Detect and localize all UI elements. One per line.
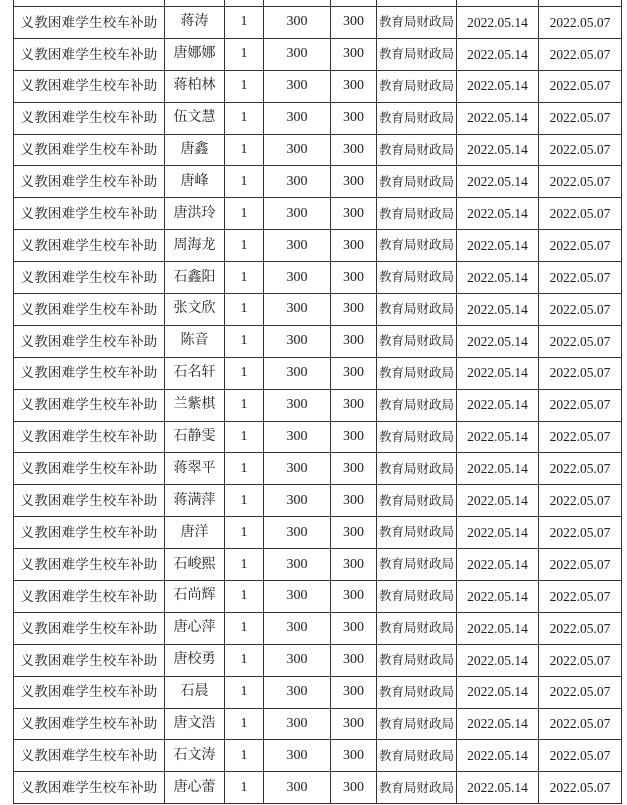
cell-project: 义教困难学生校车补助: [14, 453, 165, 485]
cell-agency: 教育局财政局: [377, 676, 457, 708]
cell-count: 1: [225, 612, 264, 644]
cell-date-b: 2022.05.07: [539, 612, 622, 644]
table-row: [14, 262, 622, 294]
cell-name: 唐洪玲: [165, 198, 225, 230]
cell-amount: 300: [331, 549, 377, 581]
cell-name: 石文涛: [165, 740, 225, 772]
cell-project: 义教困难学生校车补助: [14, 230, 165, 262]
cell-amount: 300: [331, 70, 377, 102]
cell-date-b: 2022.05.07: [539, 102, 622, 134]
cell-agency: 教育局财政局: [377, 740, 457, 772]
cell-agency: 教育局财政局: [377, 644, 457, 676]
table-row: [14, 549, 622, 581]
cell-amount: 300: [331, 357, 377, 389]
cell-standard: 300: [264, 325, 331, 357]
cell-standard: 300: [264, 517, 331, 549]
table-row: [14, 357, 622, 389]
cell-amount: 300: [331, 7, 377, 39]
table-row: [14, 134, 622, 166]
cell-agency: 教育局财政局: [377, 612, 457, 644]
cell-name: 陈音: [165, 325, 225, 357]
table-row: [14, 198, 622, 230]
cell-date-a: 2022.05.14: [457, 708, 539, 740]
cell-name: 唐洋: [165, 517, 225, 549]
cell-date-b: 2022.05.07: [539, 262, 622, 294]
cell-agency: 教育局财政局: [377, 262, 457, 294]
cell-date-b: 2022.05.07: [539, 134, 622, 166]
cell-date-b: 2022.05.07: [539, 325, 622, 357]
cell-count: 1: [225, 102, 264, 134]
cell-agency: 教育局财政局: [377, 7, 457, 39]
cell-date-b: 2022.05.07: [539, 389, 622, 421]
cell-standard: 300: [264, 612, 331, 644]
cell-count: 1: [225, 294, 264, 326]
table-row: [14, 421, 622, 453]
cell-count: 1: [225, 549, 264, 581]
cell-amount: 300: [331, 581, 377, 613]
table-row: [14, 389, 622, 421]
cell-count: 1: [225, 389, 264, 421]
table-row: [14, 230, 622, 262]
cell-date-a: 2022.05.14: [457, 166, 539, 198]
cell-count: 1: [225, 644, 264, 676]
cell-date-a: 2022.05.14: [457, 421, 539, 453]
cell-count: 1: [225, 453, 264, 485]
cell-amount: 300: [331, 38, 377, 70]
cell-standard: 300: [264, 70, 331, 102]
cell-amount: 300: [331, 166, 377, 198]
cell-project: 义教困难学生校车补助: [14, 166, 165, 198]
table-row: [14, 453, 622, 485]
cell-standard: 300: [264, 7, 331, 39]
cell-date-a: 2022.05.14: [457, 389, 539, 421]
cell-standard: 300: [264, 357, 331, 389]
cell-date-a: 2022.05.14: [457, 357, 539, 389]
cell-count: 1: [225, 70, 264, 102]
cell-amount: 300: [331, 421, 377, 453]
cell-agency: 教育局财政局: [377, 453, 457, 485]
cell-name: 石晨: [165, 676, 225, 708]
cell-amount: 300: [331, 325, 377, 357]
cell-standard: 300: [264, 421, 331, 453]
table-row: [14, 7, 622, 39]
cell-count: 1: [225, 772, 264, 804]
cell-standard: 300: [264, 740, 331, 772]
cell-date-a: 2022.05.14: [457, 517, 539, 549]
cell-date-b: 2022.05.07: [539, 772, 622, 804]
cell-agency: 教育局财政局: [377, 581, 457, 613]
cell-amount: 300: [331, 453, 377, 485]
cell-amount: 300: [331, 198, 377, 230]
cell-standard: 300: [264, 581, 331, 613]
cell-amount: 300: [331, 644, 377, 676]
table-row: [14, 740, 622, 772]
table-row: [14, 485, 622, 517]
cell-date-b: 2022.05.07: [539, 708, 622, 740]
cell-date-b: 2022.05.07: [539, 549, 622, 581]
cell-project: 义教困难学生校车补助: [14, 740, 165, 772]
cell-project: 义教困难学生校车补助: [14, 102, 165, 134]
cell-date-a: 2022.05.14: [457, 453, 539, 485]
cell-standard: 300: [264, 134, 331, 166]
cell-name: 伍文慧: [165, 102, 225, 134]
cell-project: 义教困难学生校车补助: [14, 294, 165, 326]
cell-project: 义教困难学生校车补助: [14, 676, 165, 708]
cell-standard: 300: [264, 198, 331, 230]
cell-standard: 300: [264, 389, 331, 421]
cell-amount: 300: [331, 230, 377, 262]
cell-name: 唐心萍: [165, 612, 225, 644]
cell-agency: 教育局财政局: [377, 772, 457, 804]
cell-count: 1: [225, 740, 264, 772]
cell-date-b: 2022.05.07: [539, 644, 622, 676]
cell-agency: 教育局财政局: [377, 38, 457, 70]
cell-date-a: 2022.05.14: [457, 262, 539, 294]
cell-project: 义教困难学生校车补助: [14, 549, 165, 581]
cell-agency: 教育局财政局: [377, 70, 457, 102]
cell-date-b: 2022.05.07: [539, 357, 622, 389]
cell-agency: 教育局财政局: [377, 166, 457, 198]
cell-count: 1: [225, 708, 264, 740]
cell-agency: 教育局财政局: [377, 708, 457, 740]
cell-date-b: 2022.05.07: [539, 38, 622, 70]
cell-agency: 教育局财政局: [377, 517, 457, 549]
cell-name: 石名轩: [165, 357, 225, 389]
cell-name: 唐鑫: [165, 134, 225, 166]
cell-count: 1: [225, 485, 264, 517]
cell-date-a: 2022.05.14: [457, 102, 539, 134]
cell-project: 义教困难学生校车补助: [14, 421, 165, 453]
table-row: [14, 581, 622, 613]
cell-standard: 300: [264, 485, 331, 517]
table-row: [14, 38, 622, 70]
cell-name: 张文欣: [165, 294, 225, 326]
cell-standard: 300: [264, 294, 331, 326]
cell-standard: 300: [264, 708, 331, 740]
table-row: [14, 70, 622, 102]
cell-amount: 300: [331, 262, 377, 294]
cell-date-a: 2022.05.14: [457, 134, 539, 166]
cell-count: 1: [225, 262, 264, 294]
table-row: [14, 166, 622, 198]
cell-project: 义教困难学生校车补助: [14, 644, 165, 676]
cell-standard: 300: [264, 230, 331, 262]
cell-agency: 教育局财政局: [377, 325, 457, 357]
table-row: [14, 772, 622, 804]
cell-date-a: 2022.05.14: [457, 549, 539, 581]
cell-count: 1: [225, 517, 264, 549]
table-row: [14, 644, 622, 676]
table-row: [14, 517, 622, 549]
cell-agency: 教育局财政局: [377, 230, 457, 262]
cell-date-a: 2022.05.14: [457, 198, 539, 230]
cell-date-a: 2022.05.14: [457, 644, 539, 676]
cell-name: 唐娜娜: [165, 38, 225, 70]
cell-amount: 300: [331, 612, 377, 644]
cell-date-a: 2022.05.14: [457, 7, 539, 39]
cell-date-a: 2022.05.14: [457, 612, 539, 644]
cell-amount: 300: [331, 708, 377, 740]
cell-count: 1: [225, 676, 264, 708]
cell-amount: 300: [331, 676, 377, 708]
cell-name: 唐校勇: [165, 644, 225, 676]
cell-name: 兰紫棋: [165, 389, 225, 421]
cell-project: 义教困难学生校车补助: [14, 485, 165, 517]
table-row: [14, 325, 622, 357]
cell-date-a: 2022.05.14: [457, 38, 539, 70]
table-row: [14, 676, 622, 708]
cell-project: 义教困难学生校车补助: [14, 7, 165, 39]
cell-project: 义教困难学生校车补助: [14, 772, 165, 804]
cell-project: 义教困难学生校车补助: [14, 262, 165, 294]
cell-count: 1: [225, 198, 264, 230]
cell-date-b: 2022.05.07: [539, 230, 622, 262]
cell-standard: 300: [264, 549, 331, 581]
cell-date-b: 2022.05.07: [539, 517, 622, 549]
cell-date-a: 2022.05.14: [457, 772, 539, 804]
cell-date-b: 2022.05.07: [539, 485, 622, 517]
cell-name: 周海龙: [165, 230, 225, 262]
cell-project: 义教困难学生校车补助: [14, 38, 165, 70]
cell-name: 石尚辉: [165, 581, 225, 613]
cell-date-a: 2022.05.14: [457, 581, 539, 613]
cell-project: 义教困难学生校车补助: [14, 581, 165, 613]
cell-name: 蒋涛: [165, 7, 225, 39]
cell-standard: 300: [264, 166, 331, 198]
cell-name: 唐峰: [165, 166, 225, 198]
cell-name: 唐心蕾: [165, 772, 225, 804]
cell-date-b: 2022.05.07: [539, 453, 622, 485]
cell-date-b: 2022.05.07: [539, 676, 622, 708]
cell-project: 义教困难学生校车补助: [14, 517, 165, 549]
cell-standard: 300: [264, 102, 331, 134]
cell-agency: 教育局财政局: [377, 134, 457, 166]
cell-agency: 教育局财政局: [377, 102, 457, 134]
cell-count: 1: [225, 166, 264, 198]
cell-standard: 300: [264, 262, 331, 294]
table-row: [14, 102, 622, 134]
table-row: [14, 294, 622, 326]
cell-amount: 300: [331, 134, 377, 166]
cell-amount: 300: [331, 740, 377, 772]
cell-name: 石鑫阳: [165, 262, 225, 294]
cell-date-a: 2022.05.14: [457, 230, 539, 262]
cell-standard: 300: [264, 453, 331, 485]
cell-agency: 教育局财政局: [377, 421, 457, 453]
cell-date-a: 2022.05.14: [457, 294, 539, 326]
cell-name: 蒋翠平: [165, 453, 225, 485]
cell-project: 义教困难学生校车补助: [14, 389, 165, 421]
cell-amount: 300: [331, 294, 377, 326]
table-row: [14, 708, 622, 740]
cell-amount: 300: [331, 517, 377, 549]
cell-date-b: 2022.05.07: [539, 70, 622, 102]
cell-date-b: 2022.05.07: [539, 740, 622, 772]
cell-agency: 教育局财政局: [377, 357, 457, 389]
cell-count: 1: [225, 230, 264, 262]
cell-amount: 300: [331, 389, 377, 421]
cell-amount: 300: [331, 102, 377, 134]
cell-date-b: 2022.05.07: [539, 166, 622, 198]
cell-standard: 300: [264, 676, 331, 708]
cell-name: 石静雯: [165, 421, 225, 453]
cell-count: 1: [225, 38, 264, 70]
cell-standard: 300: [264, 772, 331, 804]
cell-count: 1: [225, 357, 264, 389]
cell-agency: 教育局财政局: [377, 389, 457, 421]
cell-date-b: 2022.05.07: [539, 294, 622, 326]
cell-amount: 300: [331, 485, 377, 517]
cell-date-b: 2022.05.07: [539, 7, 622, 39]
cell-project: 义教困难学生校车补助: [14, 612, 165, 644]
cell-count: 1: [225, 581, 264, 613]
cell-count: 1: [225, 7, 264, 39]
cell-date-a: 2022.05.14: [457, 70, 539, 102]
cell-project: 义教困难学生校车补助: [14, 325, 165, 357]
table-row: [14, 612, 622, 644]
cell-date-a: 2022.05.14: [457, 325, 539, 357]
cell-agency: 教育局财政局: [377, 549, 457, 581]
cell-date-a: 2022.05.14: [457, 485, 539, 517]
cell-amount: 300: [331, 772, 377, 804]
cell-standard: 300: [264, 38, 331, 70]
cell-name: 蒋满萍: [165, 485, 225, 517]
cell-name: 蒋柏林: [165, 70, 225, 102]
cell-date-a: 2022.05.14: [457, 740, 539, 772]
cell-count: 1: [225, 134, 264, 166]
cell-project: 义教困难学生校车补助: [14, 134, 165, 166]
cell-agency: 教育局财政局: [377, 198, 457, 230]
subsidy-table-body: [14, 0, 622, 804]
cell-project: 义教困难学生校车补助: [14, 708, 165, 740]
cell-standard: 300: [264, 644, 331, 676]
cell-project: 义教困难学生校车补助: [14, 357, 165, 389]
cell-date-b: 2022.05.07: [539, 421, 622, 453]
cell-project: 义教困难学生校车补助: [14, 70, 165, 102]
cell-count: 1: [225, 421, 264, 453]
cell-agency: 教育局财政局: [377, 485, 457, 517]
cell-name: 石峻熙: [165, 549, 225, 581]
cell-date-b: 2022.05.07: [539, 198, 622, 230]
cell-project: 义教困难学生校车补助: [14, 198, 165, 230]
cell-count: 1: [225, 325, 264, 357]
cell-date-a: 2022.05.14: [457, 676, 539, 708]
cell-name: 唐文浩: [165, 708, 225, 740]
subsidy-table: [13, 0, 622, 804]
cell-agency: 教育局财政局: [377, 294, 457, 326]
cell-date-b: 2022.05.07: [539, 581, 622, 613]
